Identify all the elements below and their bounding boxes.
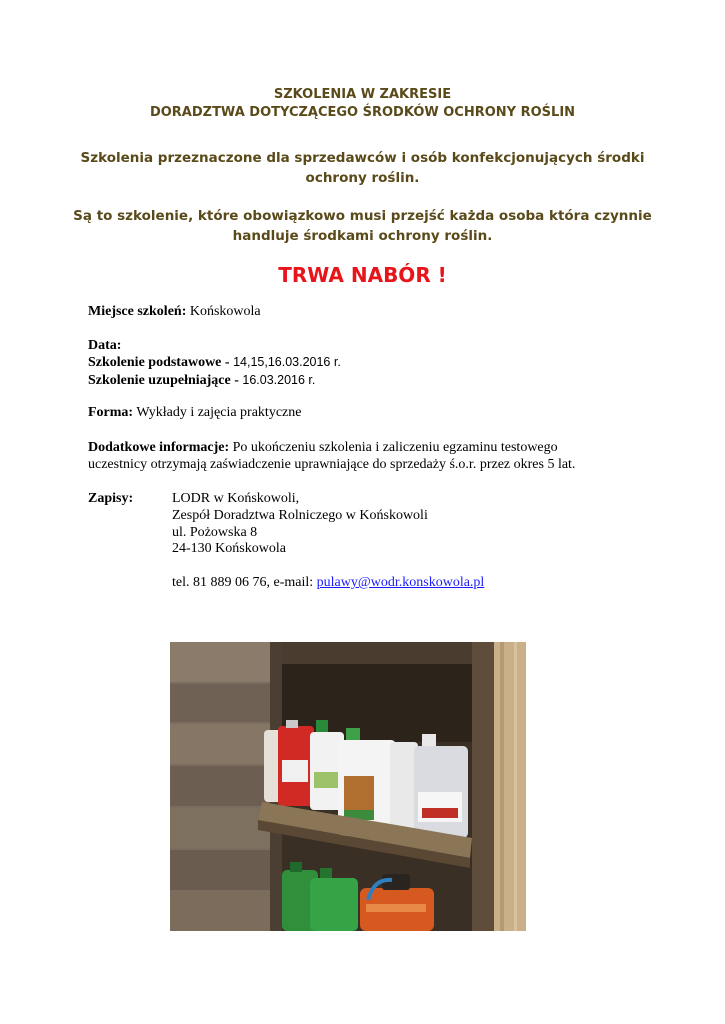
form-value: Wykłady i zajęcia praktyczne [136, 405, 302, 420]
supplementary-training-label: Szkolenie uzupełniające - [88, 373, 239, 388]
signup-street: ul. Pożowska 8 [172, 525, 258, 540]
email-link[interactable]: pulawy@wodr.konskowola.pl [316, 575, 485, 590]
form-label: Forma: [88, 405, 134, 420]
basic-training-line [88, 354, 341, 371]
recruitment-banner: TRWA NABÓR ! [278, 263, 447, 287]
place-label: Miejsce szkoleń: [88, 304, 187, 319]
info-text-1: Po ukończeniu szkolenia i zaliczeniu egzaminu testowego [232, 440, 558, 455]
audience-line-2: ochrony roślin. [305, 170, 420, 186]
audience-note [0, 148, 725, 188]
signup-label: Zapisy: [88, 491, 134, 506]
dates-label: Data: [88, 338, 122, 353]
basic-training-dates: 14,15,16.03.2016 r. [233, 355, 341, 369]
signup-org: LODR w Końskowoli, [172, 491, 300, 506]
form-line [88, 405, 301, 421]
signup-contact [172, 575, 484, 592]
obligation-line-2: handluje środkami ochrony roślin. [232, 228, 493, 244]
place-line [88, 304, 261, 320]
signup-city: 24-130 Końskowola [172, 541, 286, 556]
storage-shelf-photo [170, 642, 526, 931]
obligation-note [0, 206, 725, 246]
place-value: Końskowola [189, 304, 261, 319]
signup-unit: Zespół Doradztwa Rolniczego w Końskowoli [172, 508, 428, 523]
audience-line-1: Szkolenia przeznaczone dla sprzedawców i osób konfekcjonujących środki [80, 150, 645, 166]
info-line-2: uczestnicy otrzymają zaświadczenie uprawniające do sprzedaży ś.o.r. przez okres 5 lat. [88, 457, 576, 472]
supplementary-training-line [88, 372, 315, 389]
info-line-1 [88, 440, 558, 456]
info-label: Dodatkowe informacje: [88, 440, 230, 455]
document-title [0, 86, 725, 122]
contact-phone: tel. 81 889 06 76, e-mail: [172, 575, 314, 590]
obligation-line-1: Są to szkolenie, które obowiązkowo musi przejść każda osoba która czynnie [73, 208, 652, 224]
title-line-2: DORADZTWA DOTYCZĄCEGO ŚRODKÓW OCHRONY ROŚLIN [149, 105, 576, 120]
basic-training-label: Szkolenie podstawowe - [88, 355, 230, 370]
supplementary-training-dates: 16.03.2016 r. [242, 373, 316, 387]
title-line-1: SZKOLENIA W ZAKRESIE [273, 87, 452, 102]
